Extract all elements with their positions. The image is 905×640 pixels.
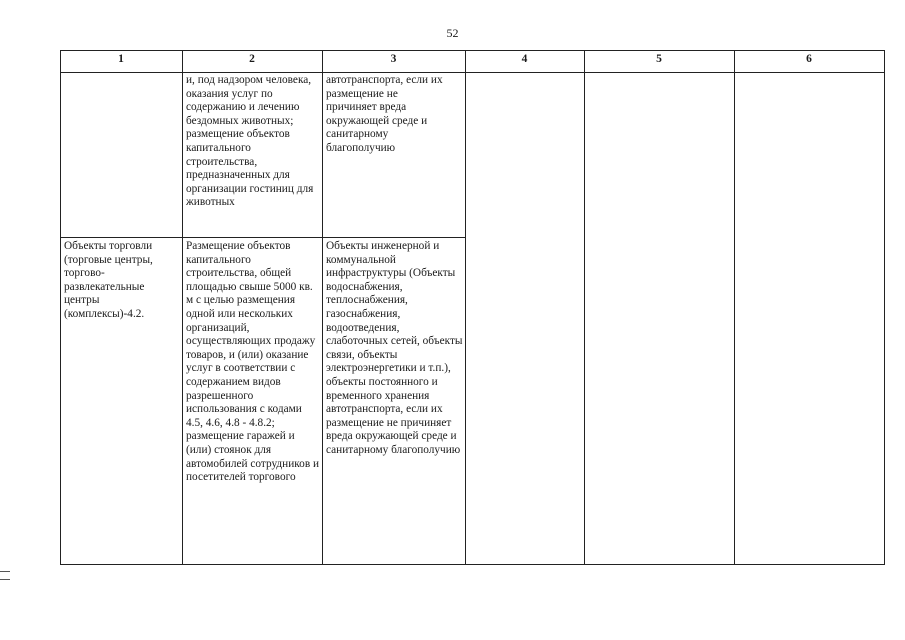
col-border-4-5 <box>584 50 585 565</box>
table-bottom-border <box>60 564 885 565</box>
land-use-table <box>60 50 885 565</box>
col-border-2-3 <box>322 50 323 565</box>
column-header-3: 3 <box>390 53 397 65</box>
binding-mark <box>0 579 10 580</box>
col-border-1-2 <box>182 50 183 565</box>
row1-col3-text: автотранспорта, если их размещение не причиняет вреда окружающей среде и санитарному благополучию <box>326 74 443 154</box>
row2-col1-text: Объекты торговли (торговые центры, торгово-развлекательные центры (комплексы)-4.2. <box>64 240 153 320</box>
col-border-right <box>884 50 885 565</box>
row2-col3-text: Объекты инженерной и коммунальной инфраструктуры (Объекты водоснабжения, теплоснабжения, газоснабжения, водоотведения, слаботочных сетей, объекты связи, объекты электроэнергетики и т.п.), объекты постоянного и временного хранения автотранспорта, если их размещение не причиняет вреда окружающей среде и санитарному благополучию <box>326 240 463 456</box>
header-bottom-border <box>60 72 885 73</box>
column-header-5: 5 <box>656 53 662 65</box>
column-header-2: 2 <box>249 53 255 65</box>
binding-mark <box>0 571 10 572</box>
col-border-3-4 <box>465 50 466 565</box>
column-header-1: 1 <box>118 53 124 65</box>
column-header-6: 6 <box>806 53 812 65</box>
page-number: 52 <box>446 26 459 40</box>
row2-col2-text: Размещение объектов капитального строительства, общей площадью свыше 5000 кв. м с целью размещения одной или нескольких организаций, осуществляющих продажу товаров, и (или) оказание услуг в соответствии с содержанием видов разрешенного использования с кодами 4.5, 4.6, 4.8 - 4.8.2; размещение гаражей и (или) стоянок для автомобилей сотрудников и посетителей торгового <box>186 240 320 484</box>
column-header-4: 4 <box>521 53 528 65</box>
row1-col2-text: и, под надзором человека, оказания услуг по содержанию и лечению бездомных животных; размещение объектов капитального строительства, предназначенных для организации гостиниц для животных <box>186 74 314 209</box>
col-border-left <box>60 50 61 565</box>
row-divider <box>60 237 465 238</box>
col-border-5-6 <box>734 50 735 565</box>
table-top-border <box>60 50 885 51</box>
